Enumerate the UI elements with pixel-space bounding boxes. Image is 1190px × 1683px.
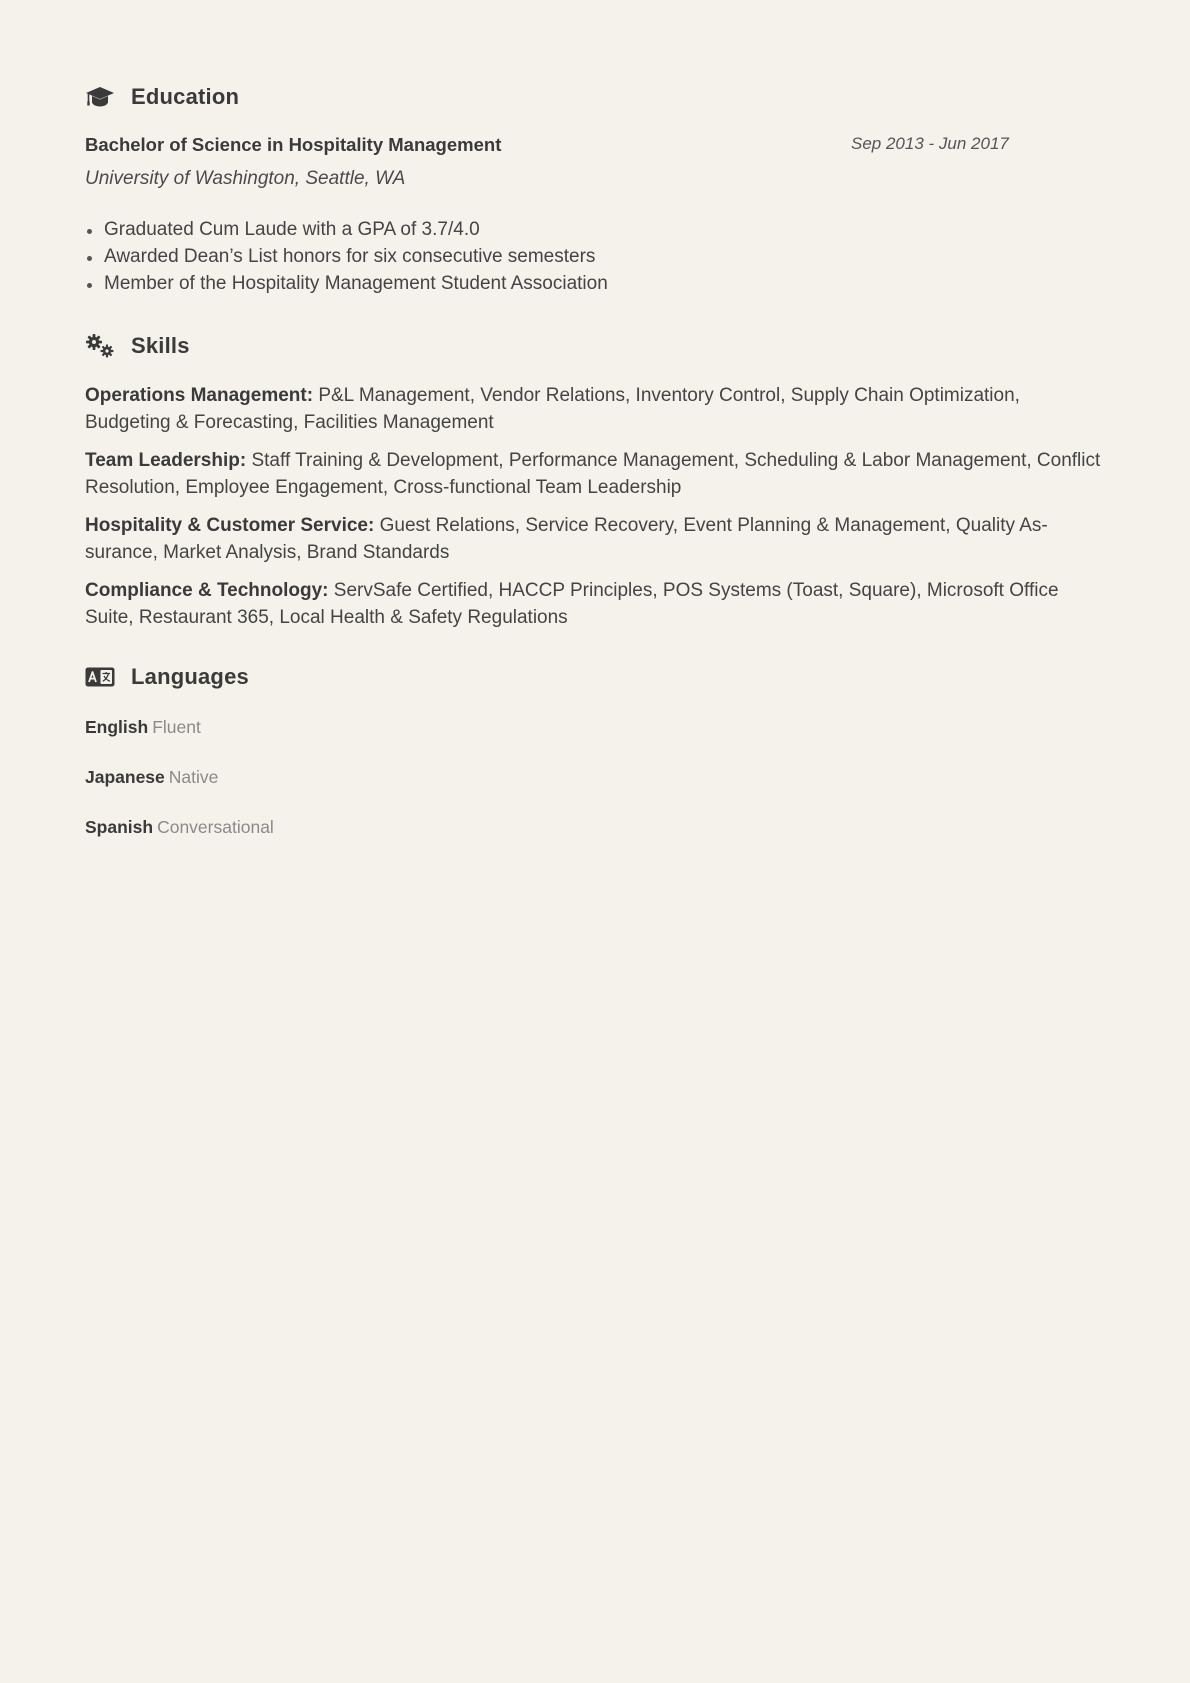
list-item: Awarded Dean’s List honors for six consecutive semesters (85, 243, 608, 270)
languages-list (85, 715, 274, 865)
skill-items: ServSafe Certified, HACCP Principles, POS Systems (Toast, Square), Microsoft Office Suite, Restaurant 365, Local Health & Safety Regulations (85, 580, 1059, 628)
language-level: Native (168, 767, 219, 787)
languages-section-title: Languages (131, 664, 249, 689)
graduation-cap-icon (85, 82, 115, 112)
education-section-title: Education (131, 84, 240, 109)
language-level: Fluent (152, 717, 201, 737)
skill-category: Hospitality & Customer Service: (85, 515, 375, 536)
language-icon (85, 662, 115, 692)
education-section-header (85, 80, 239, 114)
skill-items: Staff Training & Development, Performance Management, Scheduling & Labor Management, Conflict Resolution, Employee Engagement, Cross-functional Team Leadership (85, 450, 1101, 498)
languages-section-header (85, 660, 249, 694)
education-highlights-list (85, 216, 608, 297)
degree-title: Bachelor of Science in Hospitality Management (85, 134, 502, 155)
list-item: Member of the Hospitality Management Student Association (85, 270, 608, 297)
education-entry (85, 134, 1105, 160)
language-name: Japanese (85, 767, 165, 787)
degree-dates: Sep 2013 - Jun 2017 (851, 134, 1009, 153)
skill-group (85, 382, 1105, 436)
language-item (85, 765, 274, 789)
skill-items: P&L Management, Vendor Relations, Inventory Control, Supply Chain Optimization, Budgeting & Forecasting, Facilities Management (85, 385, 1020, 433)
language-item (85, 815, 274, 839)
skill-category: Team Leadership: (85, 450, 247, 471)
gears-icon (85, 331, 115, 361)
skill-group (85, 447, 1105, 501)
institution-name: University of Washington, Seattle, WA (85, 168, 406, 189)
language-name: English (85, 717, 149, 737)
language-item (85, 715, 274, 739)
skills-section-header (85, 329, 190, 363)
skill-items: Guest Relations, Service Recovery, Event Planning & Management, Quality As-surance, Market Analysis, Brand Standards (85, 515, 1048, 563)
skill-category: Operations Management: (85, 385, 314, 406)
skill-group (85, 512, 1105, 566)
list-item: Graduated Cum Laude with a GPA of 3.7/4.0 (85, 216, 608, 243)
language-name: Spanish (85, 817, 154, 837)
language-level: Conversational (157, 817, 274, 837)
skill-group (85, 577, 1105, 631)
skills-section-title: Skills (131, 333, 190, 358)
skills-list (85, 382, 1105, 642)
skill-category: Compliance & Technology: (85, 580, 329, 601)
